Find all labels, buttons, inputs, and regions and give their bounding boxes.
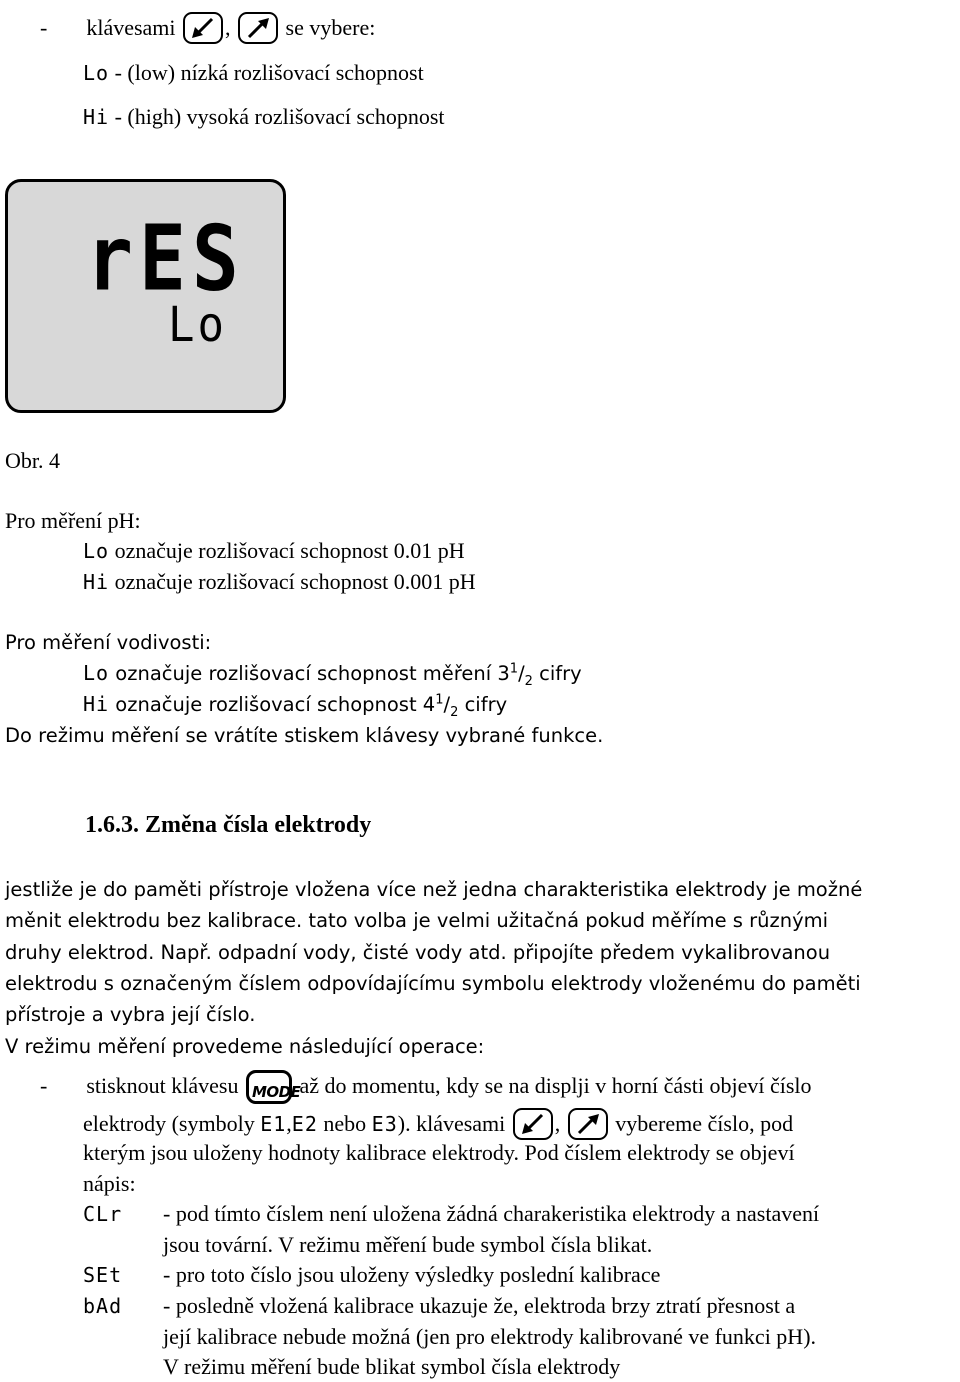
step-text-1: stisknout klávesu bbox=[86, 1073, 239, 1098]
hi-symbol: Hi bbox=[83, 105, 110, 129]
cond-lo bbox=[83, 660, 582, 687]
mode-key-label: MODE bbox=[252, 1083, 301, 1101]
down-left-arrow-key-icon bbox=[513, 1108, 553, 1140]
para-line-5: přístroje a vybra její číslo. bbox=[5, 1003, 256, 1026]
lcd-top-text: rES bbox=[86, 208, 245, 312]
comma: , bbox=[225, 15, 231, 40]
lo-symbol: Lo bbox=[83, 61, 110, 85]
dash: - bbox=[40, 15, 48, 40]
step-comma-2: , bbox=[554, 1111, 561, 1136]
para-line-4: elektrodu s označeným číslem odpovídajícímu symbolu elektrody vloženému do paměti bbox=[5, 972, 861, 995]
cond-hi-sup: 1 bbox=[435, 692, 444, 708]
cond-hi-text: označuje rozlišovací schopnost 4 bbox=[115, 693, 436, 716]
cond-hi-tail: cifry bbox=[464, 693, 508, 716]
cond-hi-sub: 2 bbox=[450, 704, 459, 720]
def-set-line-1: - pro toto číslo jsou uloženy výsledky poslední kalibrace bbox=[163, 1262, 661, 1287]
cond-title: Pro měření vodivosti: bbox=[5, 631, 212, 654]
intro-text-end: se vybere: bbox=[285, 15, 376, 40]
section-heading: 1.6.3. Změna čísla elektrody bbox=[85, 812, 372, 838]
lcd-display bbox=[5, 179, 286, 413]
ph-hi bbox=[83, 569, 476, 595]
cond-hi-symbol: Hi bbox=[83, 692, 110, 716]
down-left-arrow-key-icon bbox=[183, 12, 223, 44]
ph-hi-text: označuje rozlišovací schopnost 0.001 pH bbox=[114, 569, 476, 594]
intro-line bbox=[40, 12, 375, 44]
step-text-4: ). klávesami bbox=[397, 1111, 506, 1136]
ph-lo bbox=[83, 538, 465, 564]
def-bad-line-2: její kalibrace nebude možná (jen pro elektrody kalibrované ve funkci pH). bbox=[163, 1324, 817, 1349]
figure-caption: Obr. 4 bbox=[5, 448, 60, 473]
symbol-e2: E2 bbox=[291, 1112, 318, 1136]
operations-title: V režimu měření provedeme následující operace: bbox=[5, 1035, 485, 1058]
cond-lo-text: označuje rozlišovací schopnost měření 3 bbox=[115, 662, 510, 685]
step-dash: - bbox=[40, 1073, 48, 1098]
step-line-2 bbox=[83, 1108, 793, 1140]
cond-lo-symbol: Lo bbox=[83, 661, 110, 685]
step-text-5: vybereme číslo, pod bbox=[615, 1111, 794, 1136]
mode-key-icon bbox=[246, 1070, 301, 1104]
cond-lo-sub: 2 bbox=[524, 673, 533, 689]
lo-item bbox=[83, 60, 424, 86]
para-line-1: jestliže je do paměti přístroje vložena více než jedna charakteristika elektrody je možné bbox=[5, 878, 863, 901]
step-comma-1: , bbox=[286, 1111, 292, 1136]
cond-lo-tail: cifry bbox=[539, 662, 582, 685]
ph-title: Pro měření pH: bbox=[5, 508, 141, 533]
hi-description: - (high) vysoká rozlišovací schopnost bbox=[114, 104, 445, 129]
def-clr-symbol: CLr bbox=[83, 1202, 123, 1226]
def-bad-line-3: V režimu měření bude blikat symbol čísla elektrody bbox=[163, 1354, 621, 1379]
lcd-bottom-text: Lo bbox=[168, 297, 227, 354]
lo-description: - (low) nízká rozlišovací schopnost bbox=[114, 60, 424, 85]
ph-hi-symbol: Hi bbox=[83, 570, 110, 594]
cond-hi bbox=[83, 691, 507, 718]
cond-lo-sup: 1 bbox=[509, 661, 519, 677]
cond-lo-slash: / bbox=[518, 662, 525, 685]
para-line-2: měnit elektrodu bez kalibrace. tato volba je velmi užitačná pokud měříme s různými bbox=[5, 909, 829, 932]
step-line-3: kterým jsou uloženy hodnoty kalibrace elektrody. Pod číslem elektrody se objeví bbox=[83, 1140, 795, 1165]
def-bad-line-1: - posledně vložená kalibrace ukazuje že, elektroda brzy ztratí přesnost a bbox=[163, 1293, 796, 1318]
symbol-e1: E1 bbox=[260, 1112, 287, 1136]
def-bad-symbol: bAd bbox=[83, 1294, 123, 1318]
def-clr-line-1: - pod tímto číslem není uložena žádná charakeristika elektrody a nastavení bbox=[163, 1201, 820, 1226]
step-nebo: nebo bbox=[323, 1111, 367, 1136]
step-text-3: elektrody (symboly bbox=[83, 1111, 255, 1136]
def-set-symbol: SEt bbox=[83, 1263, 123, 1287]
symbol-e3: E3 bbox=[371, 1112, 398, 1136]
step-text-2: až do momentu, kdy se na displji v horní části objeví číslo bbox=[299, 1073, 812, 1098]
ph-lo-symbol: Lo bbox=[83, 539, 110, 563]
cond-hi-slash: / bbox=[443, 693, 451, 716]
para-line-3: druhy elektrod. Např. odpadní vody, čisté vody atd. připojíte předem vykalibrovanou bbox=[5, 941, 831, 964]
return-instruction: Do režimu měření se vrátíte stiskem klávesy vybrané funkce. bbox=[5, 724, 604, 747]
ph-lo-text: označuje rozlišovací schopnost 0.01 pH bbox=[114, 538, 465, 563]
step-line-1 bbox=[40, 1070, 812, 1104]
def-clr-line-2: jsou tovární. V režimu měření bude symbol čísla blikat. bbox=[163, 1232, 653, 1257]
intro-text: klávesami bbox=[86, 15, 176, 40]
step-line-4: nápis: bbox=[83, 1171, 136, 1196]
up-right-arrow-key-icon bbox=[238, 12, 278, 44]
up-right-arrow-key-icon bbox=[568, 1108, 608, 1140]
hi-item bbox=[83, 104, 445, 130]
